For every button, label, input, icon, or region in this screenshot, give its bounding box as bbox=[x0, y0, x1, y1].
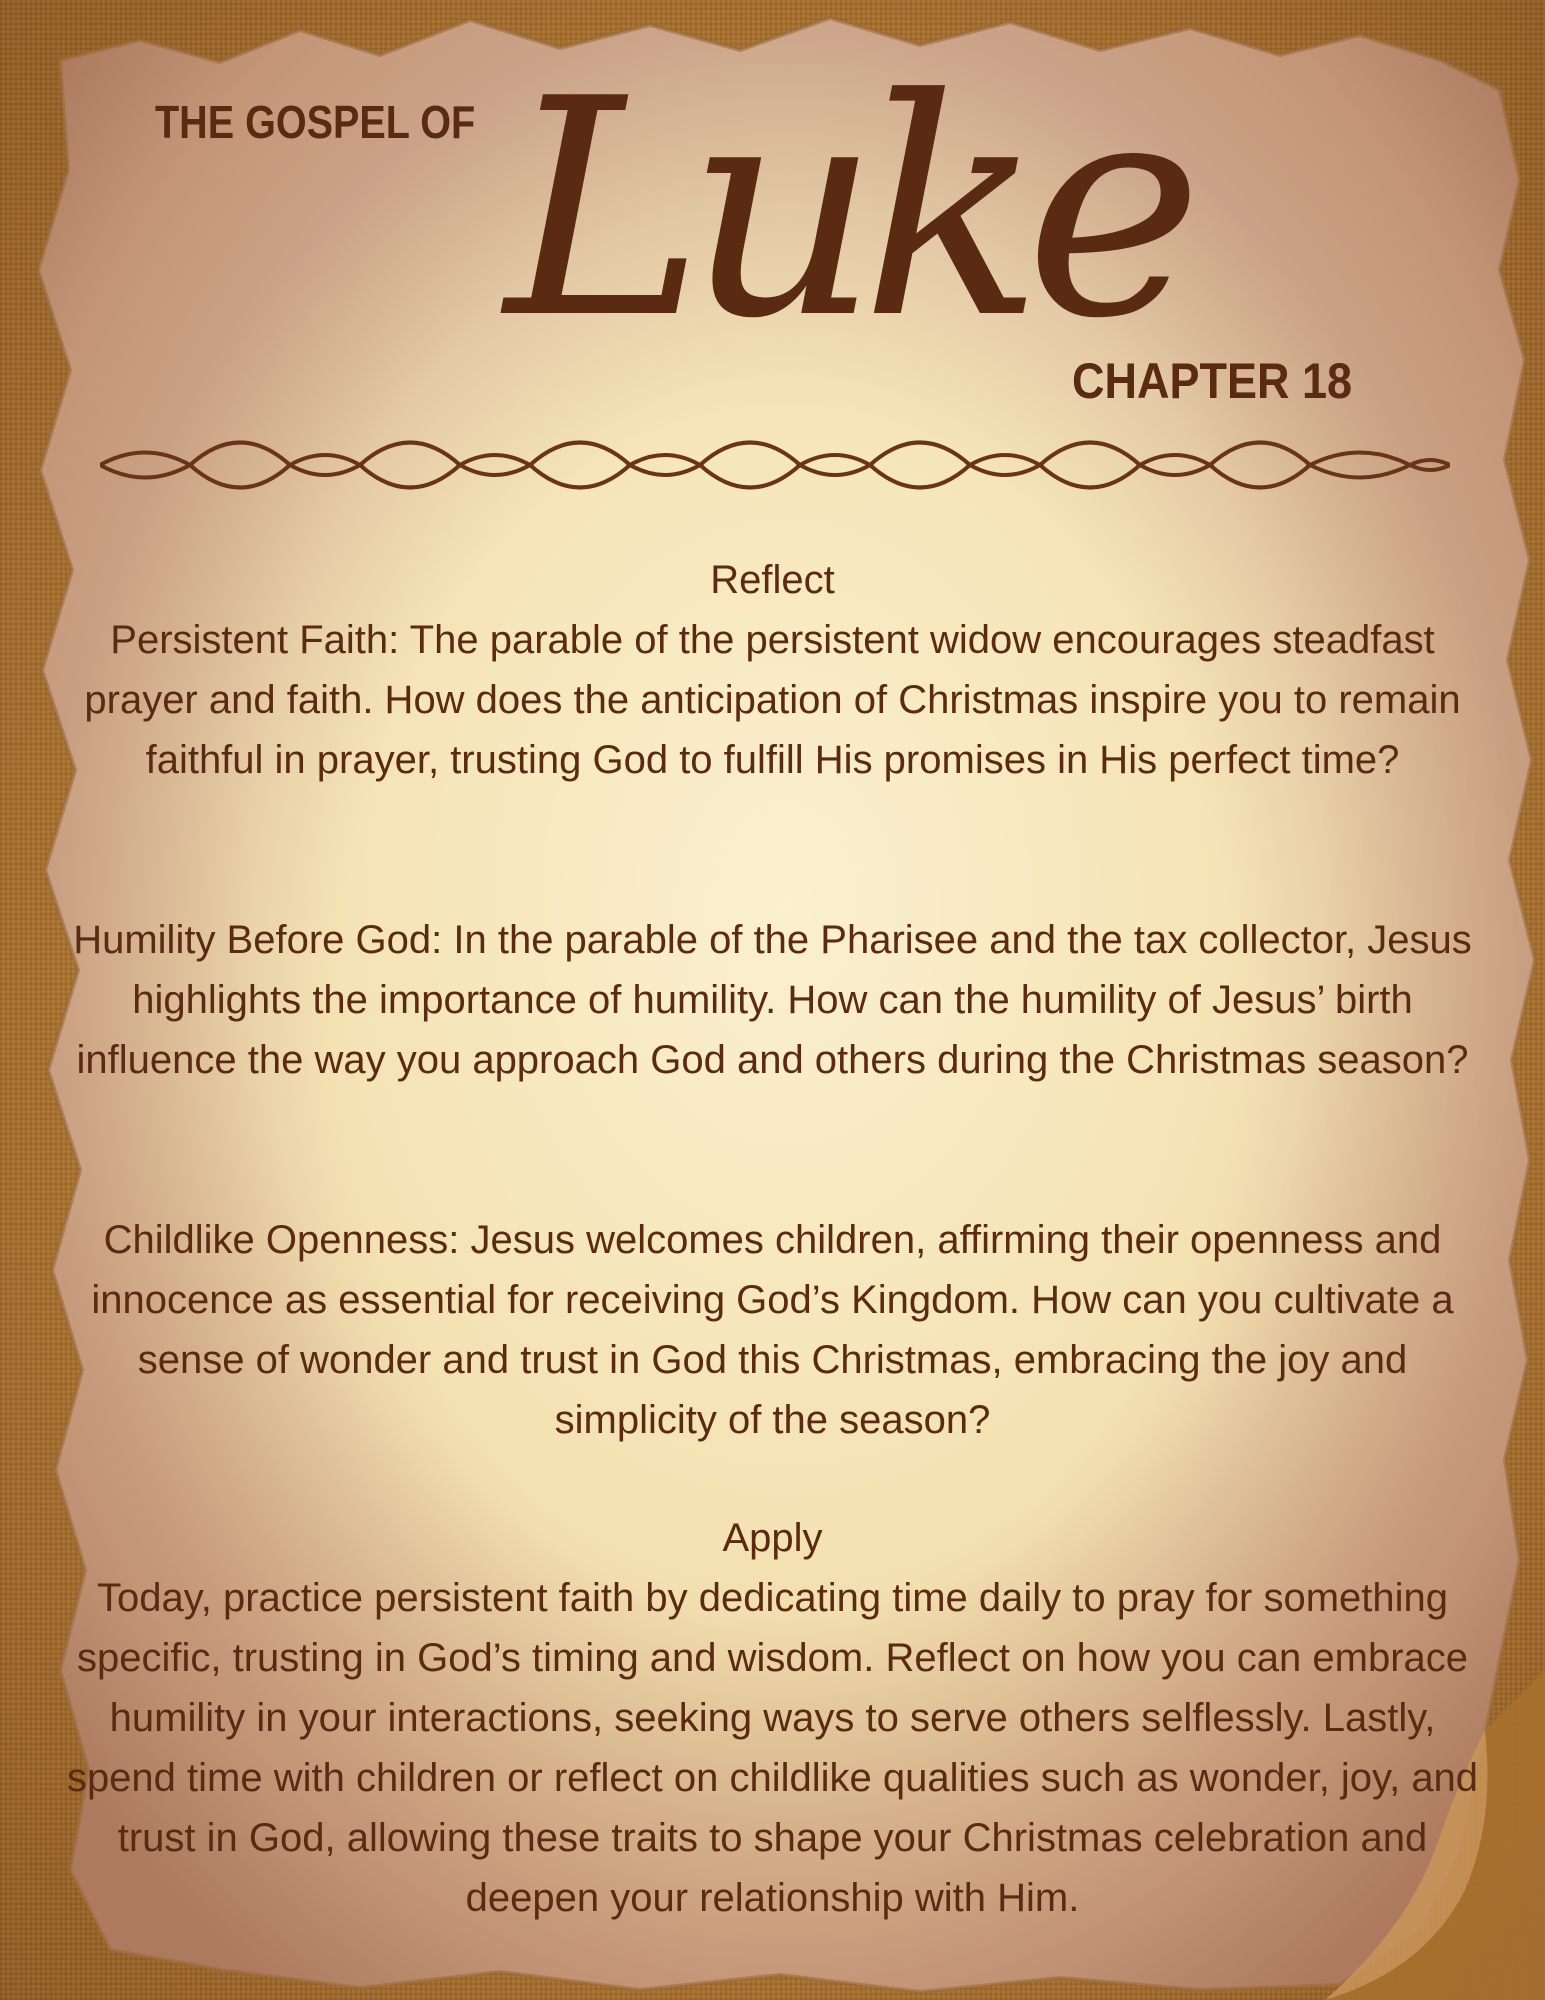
book-title: Luke bbox=[505, 35, 1185, 384]
persistent-faith-paragraph: Persistent Faith: The parable of the persistent widow encourages steadfast prayer and faith. How does the anticipation of Christmas inspire you to remain faithful in prayer, trusting God to fulfill His promises in His perfect time? bbox=[84, 618, 1461, 782]
apply-section bbox=[60, 1508, 1485, 1928]
chapter-label: CHAPTER 18 bbox=[1072, 353, 1353, 409]
reflect-section bbox=[60, 550, 1485, 790]
diamond-divider-ornament bbox=[100, 420, 1450, 510]
humility-section bbox=[60, 910, 1485, 1090]
reflect-heading: Reflect bbox=[710, 558, 835, 602]
gospel-of-label: THE GOSPEL OF bbox=[155, 96, 476, 148]
apply-paragraph: Today, practice persistent faith by dedicating time daily to pray for something specific, trusting in God’s timing and wisdom. Reflect on how you can embrace humility in your interactions, seeking ways to serve others selflessly. Lastly, spend time with children or reflect on childlike qualities such as wonder, joy, and trust in God, allowing these traits to shape your Christmas celebration and deepen your relationship with Him. bbox=[66, 1576, 1479, 1920]
apply-heading: Apply bbox=[722, 1516, 823, 1560]
childlike-section bbox=[60, 1210, 1485, 1450]
humility-paragraph: Humility Before God: In the parable of the Pharisee and the tax collector, Jesus highlights the importance of humility. How can the humility of Jesus’ birth influence the way you approach God and others during the Christmas season? bbox=[73, 918, 1472, 1082]
childlike-paragraph: Childlike Openness: Jesus welcomes children, affirming their openness and innocence as essential for receiving God’s Kingdom. How can you cultivate a sense of wonder and trust in God this Christmas, embracing the joy and simplicity of the season? bbox=[91, 1218, 1454, 1442]
